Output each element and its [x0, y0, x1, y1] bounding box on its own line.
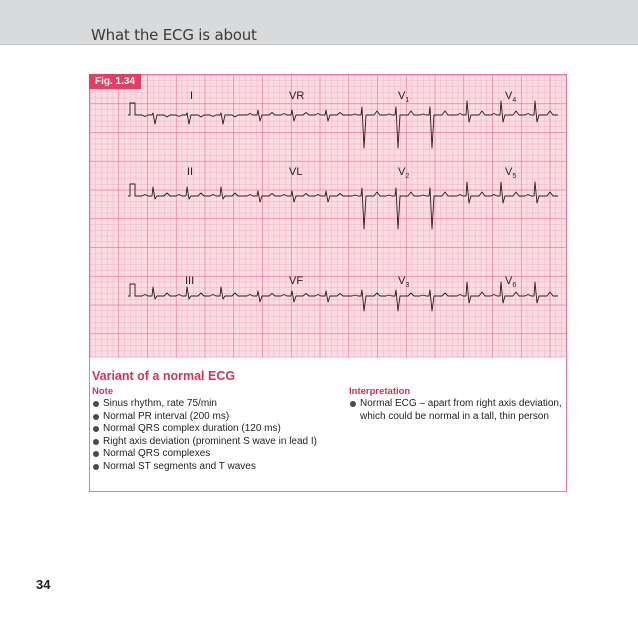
figure-label: Fig. 1.34 [89, 74, 141, 89]
note-list [92, 398, 317, 473]
note-item: Normal ST segments and T waves [92, 461, 317, 474]
lead-label-iii: III [185, 275, 195, 287]
lead-label-v5: $V_5$ [505, 166, 517, 180]
ecg-tracing [90, 75, 566, 358]
caption-title: Variant of a normal ECG [92, 369, 236, 383]
lead-label-i: I [190, 90, 194, 102]
lead-label-v4: $V_4$ [505, 90, 517, 104]
lead-label-vr: VR [289, 90, 305, 102]
note-item: Right axis deviation (prominent S wave in lead I) [92, 436, 317, 449]
note-item: Normal QRS complexes [92, 448, 317, 461]
note-item: Normal PR interval (200 ms) [92, 411, 317, 424]
interpretation-heading: Interpretation [349, 386, 411, 397]
lead-label-vl: VL [289, 166, 303, 178]
page-number: 34 [36, 577, 51, 592]
section-title: What the ECG is about [91, 26, 257, 44]
interpretation-item: Normal ECG – apart from right axis deviation, which could be normal in a tall, thin person [349, 398, 564, 423]
note-heading: Note [92, 386, 114, 397]
interpretation-list [349, 398, 564, 423]
note-item: Normal QRS complex duration (120 ms) [92, 423, 317, 436]
lead-label-v1: $V_1$ [398, 90, 410, 104]
ecg-grid-background [90, 75, 566, 358]
lead-label-vf: VF [289, 275, 304, 287]
note-item: Sinus rhythm, rate 75/min [92, 398, 317, 411]
lead-label-ii: II [187, 166, 194, 178]
header-rule [0, 44, 638, 45]
lead-label-v2: $V_2$ [398, 166, 410, 180]
lead-label-v3: $V_3$ [398, 275, 410, 289]
lead-label-v6: $V_6$ [505, 275, 517, 289]
